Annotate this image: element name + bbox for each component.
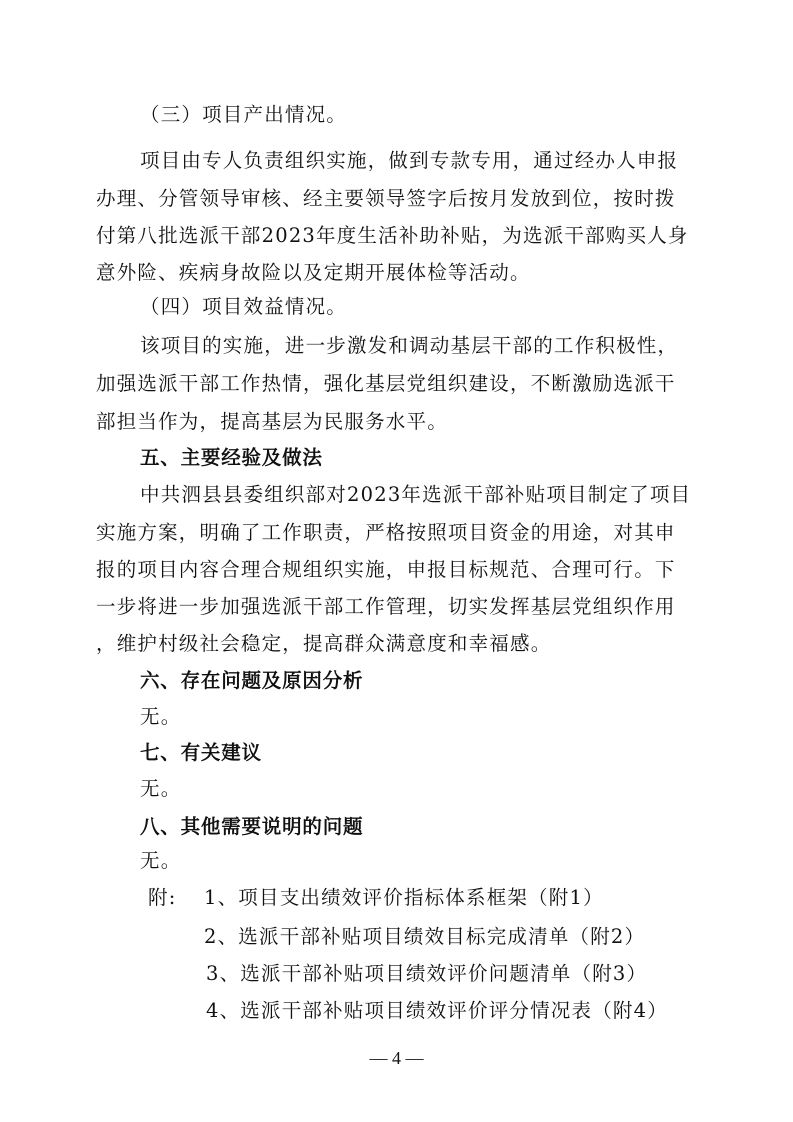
part-5-heading: 五、主要经验及做法	[140, 446, 323, 469]
part-8-heading: 八、其他需要说明的问题	[140, 815, 364, 838]
page-number: — 4 —	[369, 1048, 424, 1068]
part-8-text: 无。	[140, 849, 182, 872]
paragraph-line: 办理、分管领导审核、经主要领导签字后按月发放到位，按时拨	[96, 187, 676, 210]
part-6-text: 无。	[140, 705, 182, 728]
paragraph-line: 该项目的实施，进一步激发和调动基层干部的工作积极性，	[140, 334, 679, 357]
part-6-heading: 六、存在问题及原因分析	[140, 669, 364, 692]
attachment-item: 4、选派干部补贴项目绩效评价评分情况表（附4）	[206, 999, 668, 1022]
part-7-heading: 七、有关建议	[140, 741, 262, 764]
paragraph-line: ，维护村级社会稳定，提高群众满意度和幸福感。	[96, 632, 552, 655]
paragraph-line: 中共泗县县委组织部对2023年选派干部补贴项目制定了项目	[140, 483, 692, 506]
attachment-item: 2、选派干部补贴项目绩效目标完成清单（附2）	[204, 925, 646, 948]
paragraph-line: 报的项目内容合理合规组织实施，申报目标规范、合理可行。下	[96, 558, 676, 581]
paragraph-line: 一步将进一步加强选派干部工作管理，切实发挥基层党组织作用	[96, 595, 676, 618]
paragraph-line: 实施方案，明确了工作职责，严格按照项目资金的用途，对其申	[96, 521, 676, 544]
paragraph-line: 项目由专人负责组织实施，做到专款专用，通过经办人申报	[140, 149, 679, 172]
paragraph-line: 付第八批选派干部2023年度生活补助补贴，为选派干部购买人身	[96, 224, 689, 247]
attachments-label: 附:	[148, 886, 177, 909]
part-7-text: 无。	[140, 777, 182, 800]
section-4-title: （四）项目效益情况。	[140, 295, 348, 318]
attachment-item: 1、项目支出绩效评价指标体系框架（附1）	[204, 886, 604, 909]
paragraph-line: 加强选派干部工作热情，强化基层党组织建设，不断激励选派干	[96, 372, 676, 395]
paragraph-line: 意外险、疾病身故险以及定期开展体检等活动。	[96, 261, 531, 284]
paragraph-line: 部担当作为，提高基层为民服务水平。	[96, 410, 448, 433]
attachment-item: 3、选派干部补贴项目绩效评价问题清单（附3）	[206, 962, 648, 985]
section-3-title: （三）项目产出情况。	[140, 103, 348, 126]
